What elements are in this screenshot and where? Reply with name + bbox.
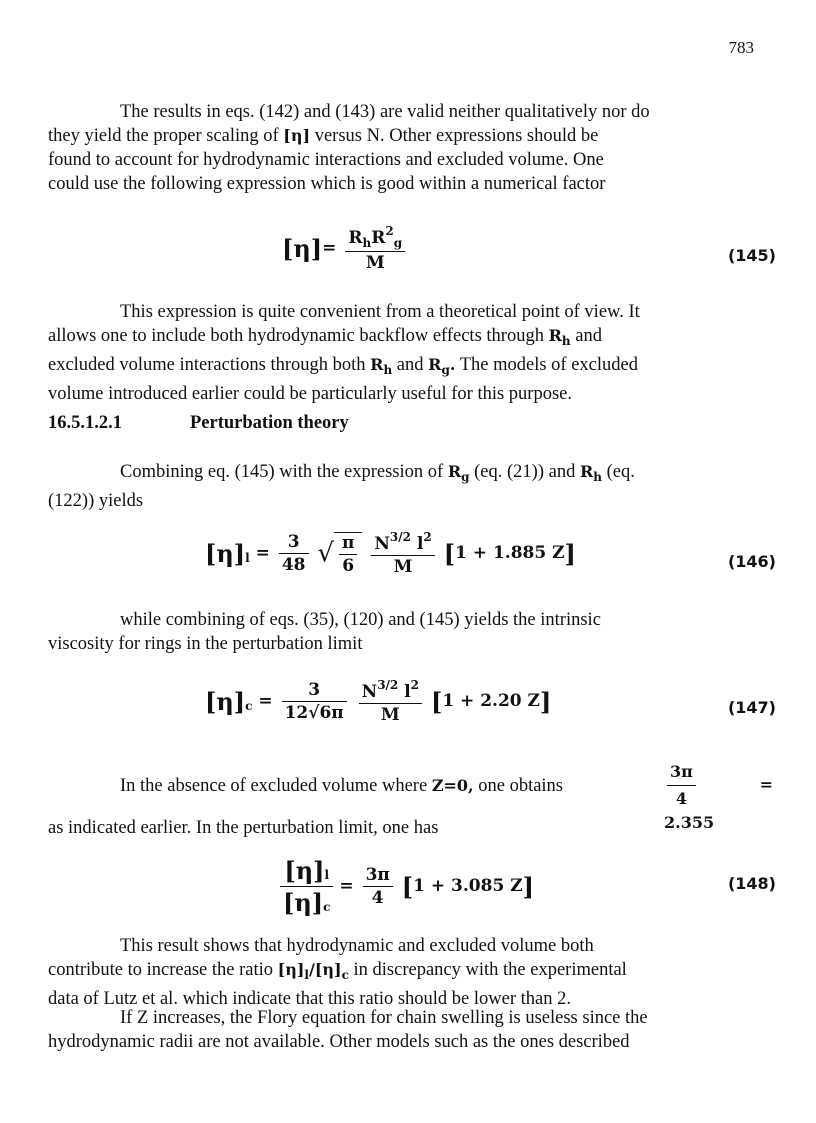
page-number: 783	[728, 38, 754, 57]
equation-147: $[\eta]_c$ = $\frac{3}{12√6\pi}$ $\frac{N^{3/2} l^2}{M}$ [1 + 2.20 Z] (147)	[205, 678, 776, 725]
section-heading: 16.5.1.2.1 Perturbation theory	[48, 413, 349, 433]
paragraph-combining: Combining eq. (145) with the expression of $R_g$ (eq. (21)) and $R_h$ (eq. (122)) yields	[48, 462, 635, 511]
intrinsic-viscosity-symbol: [η]	[283, 126, 311, 145]
paragraph-result: This result shows that hydrodynamic and excluded volume both contribute to increase the ratio $[\eta]_l/[\eta]_c$ in discrepancy with the experimental data of Lutz et al. which indicate that this ratio should be lower than 2.	[48, 936, 627, 1009]
equation-148: $\frac{[\eta]_l}{[\eta]_c}$ = $\frac{3\pi}{4}$ [1 + 3.085 Z] (148)	[0, 856, 816, 916]
equation-145: [η]= $\frac{R_hR^2_g}{M}$ (145)	[282, 224, 776, 273]
paragraph-flory: If Z increases, the Flory equation for chain swelling is useless since the hydrodynamic radii are not available. Other models such as the ones described	[48, 1008, 648, 1052]
equation-146: $[\eta]_l$ = $\frac{3}{48}$ √ $\frac{\pi}{6}$ $\frac{N^{3/2} l^2}{M}$ [1 + 1.885 Z] (146)	[205, 530, 776, 577]
paragraph-intro: The results in eqs. (142) and (143) are valid neither qualitatively nor do they yield the proper scaling of [η] versus N. Other expressions should be found to account for hydrodynamic interactions and excluded volume. One could use the following expression which is good within a numerical factor	[48, 102, 650, 194]
paragraph-convenience: This expression is quite convenient from a theoretical point of view. It allows one to include both hydrodynamic backflow effects through $R_h$ and excluded volume interactions through both $R_h$ and $R_g$. The models of excluded volume introduced earlier could be particularly useful for this purpose.	[48, 302, 640, 404]
equation-number: (145)	[727, 246, 776, 265]
paragraph-absence: In the absence of excluded volume where Z=0, one obtains $\frac{3\pi}{4}$ = 2.355 as indicated earlier. In the perturbation limit, one has	[48, 762, 773, 838]
paragraph-rings: while combining of eqs. (35), (120) and (145) yields the intrinsic viscosity for rings in the perturbation limit	[48, 610, 601, 654]
